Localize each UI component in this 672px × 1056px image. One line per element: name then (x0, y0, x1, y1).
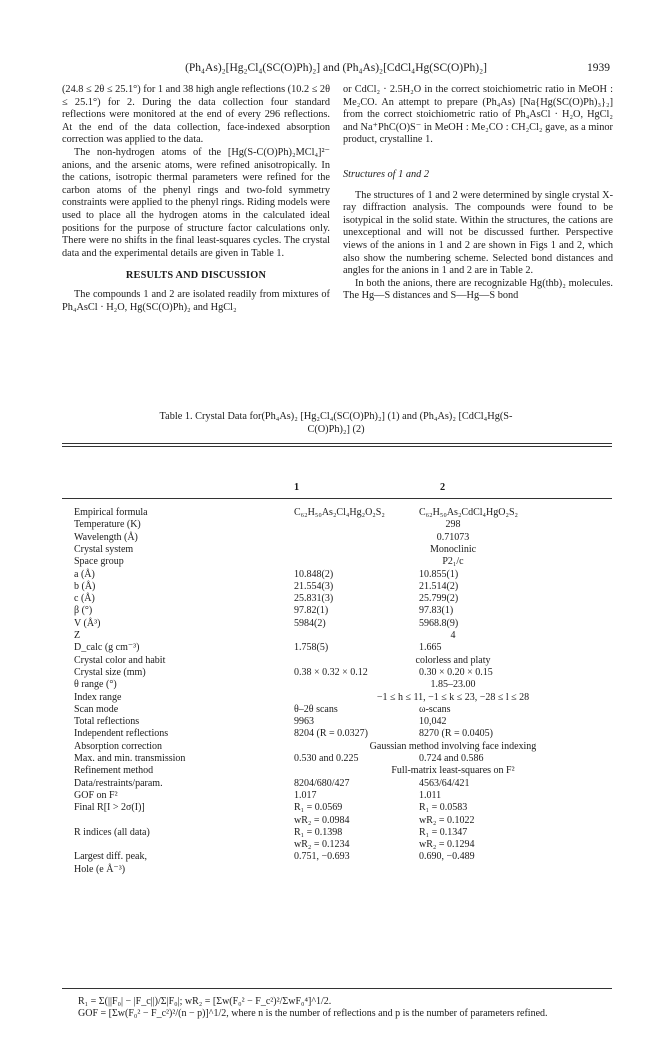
row-label: Absorption correction (74, 740, 163, 752)
compound-1-cell: 25.831(3) (294, 593, 334, 605)
row-label: b (Å) (74, 580, 96, 592)
row-label: Max. and min. transmission (74, 753, 186, 764)
row-label: Largest diff. peak, (74, 851, 147, 863)
row-label: GOF on F² (74, 789, 118, 801)
table-row (62, 827, 612, 839)
compound-2-cell: wR₂ = 0.1022 (419, 814, 475, 826)
table-row (62, 778, 612, 790)
compound-2-cell: R₁ = 0.1347 (419, 826, 468, 838)
shared-value-cell: Full-matrix least-squares on F² (391, 765, 515, 777)
right-column (343, 84, 613, 303)
table-row (62, 741, 612, 753)
compound-1-cell: 1.017 (294, 789, 317, 801)
compound-2-cell: ω-scans (419, 703, 451, 715)
table-caption-line: C(O)Ph)₂] (2) (307, 423, 365, 435)
row-label: Temperature (K) (74, 519, 141, 531)
compound-1-cell: wR₂ = 0.1234 (294, 839, 350, 851)
shared-value-cell: Monoclinic (429, 543, 477, 555)
compound-1-cell: 8204/680/427 (294, 777, 350, 789)
table-row (62, 532, 612, 544)
table-top-rule (62, 443, 612, 444)
row-label: Crystal system (74, 543, 134, 555)
column-header-2: 2 (440, 482, 446, 493)
row-label: Data/restraints/param. (74, 777, 163, 789)
paragraph: The structures of 1 and 2 were determined by single crystal X-ray diffraction analysis. The compounds were found to be isotypical in the solid state. Within the structures, the cations are unexceptional and will not be discussed further. Perspective views of the anions in 1 and 2 are shown in Figs 1 and 2, which also show the numbering scheme. Selected bond distances and angles for the anions in 1 and 2 are in Table 2. (343, 189, 613, 277)
compound-2-cell: 4563/64/421 (419, 777, 470, 789)
compound-1-cell: 0.530 and 0.225 (294, 753, 359, 764)
compound-2-cell: 0.30 × 0.20 × 0.15 (419, 666, 493, 678)
compound-2-cell: 21.514(2) (419, 580, 459, 592)
table-row (62, 605, 612, 617)
section-heading: RESULTS AND DISCUSSION (125, 270, 267, 282)
row-label: Crystal color and habit (74, 654, 166, 666)
shared-value-cell: Gaussian method involving face indexing (369, 740, 537, 752)
compound-2-cell: wR₂ = 0.1294 (419, 839, 475, 851)
row-label: a (Å) (74, 568, 95, 580)
table-row (62, 704, 612, 716)
row-label: β (°) (74, 605, 93, 617)
row-label: Crystal size (mm) (74, 666, 146, 678)
running-title: (Ph₄As)₂[Hg₂Cl₄(SC(O)Ph)₂] and (Ph₄As)₂[CdCl₄Hg(SC(O)Ph)₂] (185, 62, 487, 74)
compound-2-cell: 1.665 (419, 642, 442, 654)
paragraph: The non-hydrogen atoms of the [Hg(S-C(O)Ph)₂MCl₄]²⁻ anions, and the arsenic atoms, were refined anisotropically. In the cations, isotropic thermal parameters were refined for the carbon atoms of the phenyl rings and two-fold symmetry constraints were applied to the phenyl rings. Riding models were used to place all the hydrogen atoms in the calculated ideal positions for the purpose of structure factor calculations only. There were no shifts in the final least-squares cycles. The crystal data and the experimental details are given in Table 1. (62, 146, 330, 259)
row-label: Refinement method (74, 765, 154, 777)
compound-2-cell: 25.799(2) (419, 593, 459, 605)
column-header-1: 1 (294, 482, 300, 493)
paragraph: The compounds 1 and 2 are isolated readily from mixtures of Ph₄AsCl · H₂O, Hg(SC(O)Ph)₂ and HgCl₂ (62, 288, 330, 313)
row-label: Final R[I > 2σ(I)] (74, 802, 145, 814)
table-row (62, 642, 612, 654)
table-row (62, 556, 612, 568)
row-label: Scan mode (74, 703, 119, 715)
row-label: Space group (74, 556, 124, 568)
compound-2-cell: 10.855(1) (419, 568, 459, 580)
table-caption-line: Table 1. Crystal Data for(Ph₄As)₂ [Hg₂Cl₄(SC(O)Ph)₂] (1) and (Ph₄As)₂ [CdCl₄Hg(S- (159, 411, 513, 422)
table-row (62, 569, 612, 581)
paragraph: In both the anions, there are recognizable Hg(thb)₂ molecules. The Hg—S distances and S—Hg—S bond (343, 277, 613, 302)
table-row (62, 630, 612, 642)
row-label: D_calc (g cm⁻³) (74, 642, 140, 654)
shared-value-cell: 298 (445, 519, 461, 531)
compound-2-cell: C₆₂H₅₀As₂CdCl₄HgO₂S₂ (419, 507, 519, 518)
compound-1-cell: R₁ = 0.1398 (294, 826, 343, 838)
compound-2-cell: 0.724 and 0.586 (419, 753, 484, 764)
table-row (62, 728, 612, 740)
compound-1-cell: C₆₂H₅₀As₂Cl₄Hg₂O₂S₂ (294, 507, 385, 518)
shared-value-cell: 4 (450, 630, 456, 641)
row-label: Hole (e Å⁻³) (74, 863, 126, 875)
table-row (62, 851, 612, 863)
footnote: GOF = [Σw(F₀² − F_c²)²/(n − p)]^1/2, where n is the number of reflections and p is the number of parameters refined. (78, 1008, 548, 1020)
table-row (62, 864, 612, 876)
compound-1-cell: 9963 (294, 716, 314, 728)
compound-1-cell: 0.751, −0.693 (294, 851, 350, 863)
shared-value-cell: P2₁/c (442, 556, 464, 568)
shared-value-cell: −1 ≤ h ≤ 11, −1 ≤ k ≤ 23, −28 ≤ l ≤ 28 (376, 691, 530, 703)
table-footnotes (78, 996, 598, 1021)
paragraph: or CdCl₂ · 2.5H₂O in the correct stoichiometric ratio in MeOH : Me₂CO. An attempt to prepare (Ph₄As) [Na{Hg(SC(O)Ph)₃}₂] from the correct stoichiometric ratio of Ph₄AsCl · H₂O, HgCl₂ and Na⁺PhC(O)S⁻ in MeOH : Me₂CO : CH₂Cl₂ gave, as a minor product, crystalline 1. (343, 84, 613, 146)
running-header (0, 62, 672, 78)
table-row (62, 802, 612, 814)
row-label: c (Å) (74, 593, 95, 605)
compound-2-cell: 97.83(1) (419, 605, 454, 617)
compound-1-cell: R₁ = 0.0569 (294, 802, 343, 814)
table-row (62, 519, 612, 531)
compound-1-cell: 0.38 × 0.32 × 0.12 (294, 666, 368, 678)
table-bottom-rule (62, 988, 612, 989)
compound-1-cell: 1.758(5) (294, 642, 329, 654)
table-row (62, 581, 612, 593)
table-row (62, 667, 612, 679)
compound-1-cell: 8204 (R = 0.0327) (294, 728, 368, 740)
table-row (62, 544, 612, 556)
compound-1-cell: 5984(2) (294, 617, 326, 629)
compound-1-cell: wR₂ = 0.0984 (294, 814, 350, 826)
table-row (62, 716, 612, 728)
compound-2-cell: 5968.8(9) (419, 617, 459, 629)
compound-2-cell: R₁ = 0.0583 (419, 802, 468, 814)
compound-2-cell: 10,042 (419, 716, 447, 728)
table-row (62, 507, 612, 519)
compound-1-cell: θ–2θ scans (294, 703, 338, 715)
compound-1-cell: 97.82(1) (294, 605, 329, 617)
shared-value-cell: colorless and platy (415, 654, 491, 666)
table-row (62, 692, 612, 704)
shared-value-cell: 1.85–23.00 (430, 679, 476, 691)
compound-2-cell: 1.011 (419, 789, 442, 801)
compound-1-cell: 10.848(2) (294, 568, 334, 580)
row-label: R indices (all data) (74, 826, 150, 838)
subsection-heading: Structures of 1 and 2 (343, 168, 429, 180)
row-label: θ range (°) (74, 679, 117, 691)
row-label: Z (74, 630, 81, 641)
table-row (62, 679, 612, 691)
row-label: Empirical formula (74, 507, 148, 518)
row-label: Independent reflections (74, 728, 169, 740)
shared-value-cell: 0.71073 (436, 531, 470, 543)
compound-2-cell: 8270 (R = 0.0405) (419, 728, 493, 740)
page-number: 1939 (587, 62, 610, 74)
table-caption (100, 411, 572, 436)
table-top-rule (62, 446, 612, 447)
compound-2-cell: 0.690, −0.489 (419, 851, 475, 863)
table-row (62, 790, 612, 802)
table-header-rule (62, 498, 612, 499)
table-row (62, 618, 612, 630)
row-label: Index range (74, 691, 122, 703)
table-row (62, 839, 612, 851)
paragraph: (24.8 ≤ 2θ ≤ 25.1°) for 1 and 38 high angle reflections (10.2 ≤ 2θ ≤ 25.1°) for 2. During the data collection four standard reflections were monitored at the end of every 296 reflections. At the end of the data collection, face-indexed absorption correction was applied to the data. (62, 84, 330, 146)
table-row (62, 765, 612, 777)
compound-1-cell: 21.554(3) (294, 580, 334, 592)
table-row (62, 753, 612, 765)
table-row (62, 593, 612, 605)
row-label: V (Å³) (74, 617, 101, 629)
table-row (62, 815, 612, 827)
table-row (62, 655, 612, 667)
footnote: R₁ = Σ(||F₀| − |F_c||)/Σ|F₀|; wR₂ = [Σw(F₀² − F_c²)²/ΣwF₀⁴]^1/2. (78, 996, 332, 1007)
left-column (62, 84, 330, 314)
row-label: Wavelength (Å) (74, 531, 138, 543)
row-label: Total reflections (74, 716, 140, 728)
